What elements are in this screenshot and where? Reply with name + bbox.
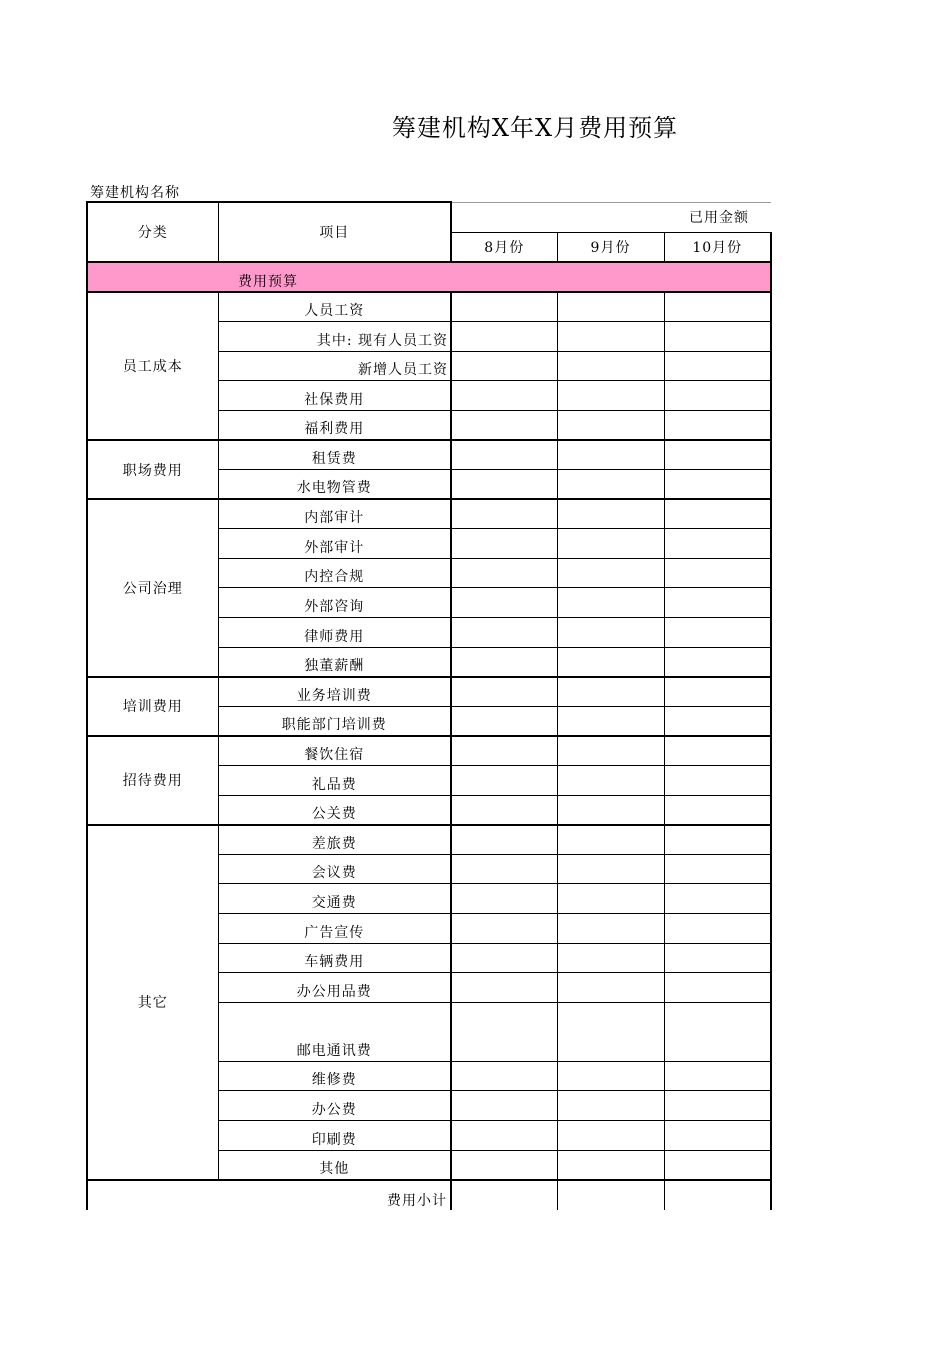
item-label: 邮电通讯费: [218, 1002, 451, 1061]
month-value-cell[interactable]: [664, 677, 771, 707]
item-label: 广告宣传: [218, 913, 451, 943]
month-value-cell[interactable]: [664, 825, 771, 855]
month-value-cell[interactable]: [664, 1091, 771, 1121]
month-value-cell[interactable]: [451, 647, 557, 677]
table-row: [87, 736, 771, 766]
category-cell: 职场费用: [87, 440, 218, 499]
month-value-cell[interactable]: [557, 1091, 664, 1121]
month-value-cell[interactable]: [664, 529, 771, 559]
item-label: 其中: 现有人员工资: [218, 322, 451, 352]
month-value-cell[interactable]: [451, 943, 557, 973]
item-label: 独董薪酬: [218, 647, 451, 677]
month-value-cell[interactable]: [557, 943, 664, 973]
month-value-cell[interactable]: [664, 795, 771, 825]
month-value-cell[interactable]: [451, 825, 557, 855]
month-value-cell[interactable]: [557, 1120, 664, 1150]
month-value-cell[interactable]: [557, 854, 664, 884]
month-value-cell[interactable]: [664, 351, 771, 381]
header-month-10: 10月份: [664, 232, 771, 262]
subtotal-value-cell[interactable]: [557, 1180, 664, 1210]
month-value-cell[interactable]: [664, 1150, 771, 1180]
month-value-cell[interactable]: [664, 943, 771, 973]
item-label: 车辆费用: [218, 943, 451, 973]
month-value-cell[interactable]: [664, 588, 771, 618]
month-value-cell[interactable]: [451, 470, 557, 500]
month-value-cell[interactable]: [451, 410, 557, 440]
month-value-cell[interactable]: [557, 381, 664, 411]
header-used-amount: 已用金额: [451, 202, 771, 232]
month-value-cell[interactable]: [557, 1150, 664, 1180]
item-label: 职能部门培训费: [218, 706, 451, 736]
month-value-cell[interactable]: [664, 1061, 771, 1091]
item-label: 新增人员工资: [218, 351, 451, 381]
month-value-cell[interactable]: [664, 618, 771, 648]
item-label: 业务培训费: [218, 677, 451, 707]
month-value-cell[interactable]: [664, 647, 771, 677]
month-value-cell[interactable]: [451, 973, 557, 1003]
month-value-cell[interactable]: [664, 884, 771, 914]
month-value-cell[interactable]: [664, 322, 771, 352]
header-month-9: 9月份: [557, 232, 664, 262]
month-value-cell[interactable]: [451, 766, 557, 796]
month-value-cell[interactable]: [451, 1002, 557, 1061]
month-value-cell[interactable]: [557, 292, 664, 322]
subtotal-label: 费用小计: [87, 1180, 451, 1210]
month-value-cell[interactable]: [451, 854, 557, 884]
month-value-cell[interactable]: [557, 706, 664, 736]
month-value-cell[interactable]: [557, 588, 664, 618]
month-value-cell[interactable]: [557, 736, 664, 766]
month-value-cell[interactable]: [664, 499, 771, 529]
month-value-cell[interactable]: [451, 1150, 557, 1180]
table-row: [87, 440, 771, 470]
table-row: [87, 677, 771, 707]
item-label: 会议费: [218, 854, 451, 884]
month-value-cell[interactable]: [664, 1002, 771, 1061]
subtotal-row: [87, 1180, 771, 1210]
month-value-cell[interactable]: [664, 973, 771, 1003]
month-value-cell[interactable]: [664, 558, 771, 588]
item-label: 维修费: [218, 1061, 451, 1091]
item-label: 内控合规: [218, 558, 451, 588]
month-value-cell[interactable]: [557, 499, 664, 529]
month-value-cell[interactable]: [557, 677, 664, 707]
month-value-cell[interactable]: [664, 913, 771, 943]
month-value-cell[interactable]: [557, 351, 664, 381]
month-value-cell[interactable]: [451, 736, 557, 766]
month-value-cell[interactable]: [451, 440, 557, 470]
category-cell: 其它: [87, 825, 218, 1180]
table-row: [87, 292, 771, 322]
month-value-cell[interactable]: [557, 1002, 664, 1061]
subtotal-value-cell[interactable]: [451, 1180, 557, 1210]
budget-table: [86, 201, 772, 1210]
item-label: 礼品费: [218, 766, 451, 796]
page-title: 筹建机构X年X月费用预算: [391, 114, 679, 142]
month-value-cell[interactable]: [664, 736, 771, 766]
month-value-cell[interactable]: [557, 913, 664, 943]
item-label: 社保费用: [218, 381, 451, 411]
budget-section-label: 费用预算: [238, 274, 298, 290]
item-label: 印刷费: [218, 1120, 451, 1150]
category-cell: 员工成本: [87, 292, 218, 440]
month-value-cell[interactable]: [557, 470, 664, 500]
month-value-cell[interactable]: [557, 618, 664, 648]
month-value-cell[interactable]: [557, 884, 664, 914]
month-value-cell[interactable]: [664, 292, 771, 322]
month-value-cell[interactable]: [664, 706, 771, 736]
month-value-cell[interactable]: [557, 558, 664, 588]
month-value-cell[interactable]: [451, 558, 557, 588]
item-label: 餐饮住宿: [218, 736, 451, 766]
table-row: [87, 499, 771, 529]
month-value-cell[interactable]: [451, 292, 557, 322]
month-value-cell[interactable]: [557, 529, 664, 559]
month-value-cell[interactable]: [451, 351, 557, 381]
month-value-cell[interactable]: [664, 1120, 771, 1150]
month-value-cell[interactable]: [557, 1061, 664, 1091]
month-value-cell[interactable]: [557, 973, 664, 1003]
month-value-cell[interactable]: [451, 706, 557, 736]
month-value-cell[interactable]: [557, 322, 664, 352]
month-value-cell[interactable]: [451, 795, 557, 825]
month-value-cell[interactable]: [557, 440, 664, 470]
month-value-cell[interactable]: [451, 322, 557, 352]
month-value-cell[interactable]: [557, 825, 664, 855]
item-label: 交通费: [218, 884, 451, 914]
item-label: 律师费用: [218, 618, 451, 648]
month-value-cell[interactable]: [664, 410, 771, 440]
item-label: 内部审计: [218, 499, 451, 529]
month-value-cell[interactable]: [451, 1061, 557, 1091]
month-value-cell[interactable]: [451, 618, 557, 648]
item-label: 办公费: [218, 1091, 451, 1121]
month-value-cell[interactable]: [664, 440, 771, 470]
month-value-cell[interactable]: [451, 381, 557, 411]
header-item: 项目: [218, 202, 451, 262]
month-value-cell[interactable]: [664, 381, 771, 411]
item-label: 差旅费: [218, 825, 451, 855]
month-value-cell[interactable]: [451, 499, 557, 529]
subtotal-value-cell[interactable]: [664, 1180, 771, 1210]
item-label: 外部审计: [218, 529, 451, 559]
header-month-8: 8月份: [451, 232, 557, 262]
category-cell: 招待费用: [87, 736, 218, 825]
budget-section-row: [87, 262, 771, 292]
item-label: 福利费用: [218, 410, 451, 440]
item-label: 办公用品费: [218, 973, 451, 1003]
month-value-cell[interactable]: [451, 588, 557, 618]
month-value-cell[interactable]: [557, 647, 664, 677]
item-label: 水电物管费: [218, 470, 451, 500]
month-value-cell[interactable]: [451, 529, 557, 559]
category-cell: 培训费用: [87, 677, 218, 736]
month-value-cell[interactable]: [557, 766, 664, 796]
item-label: 租赁费: [218, 440, 451, 470]
month-value-cell[interactable]: [451, 1091, 557, 1121]
item-label: 其他: [218, 1150, 451, 1180]
header-category: 分类: [87, 202, 218, 262]
month-value-cell[interactable]: [664, 766, 771, 796]
item-label: 人员工资: [218, 292, 451, 322]
month-value-cell[interactable]: [664, 854, 771, 884]
month-value-cell[interactable]: [557, 410, 664, 440]
month-value-cell[interactable]: [451, 913, 557, 943]
month-value-cell[interactable]: [664, 470, 771, 500]
month-value-cell[interactable]: [451, 1120, 557, 1150]
month-value-cell[interactable]: [557, 795, 664, 825]
category-cell: 公司治理: [87, 499, 218, 677]
month-value-cell[interactable]: [451, 884, 557, 914]
item-label: 外部咨询: [218, 588, 451, 618]
month-value-cell[interactable]: [451, 677, 557, 707]
org-name-label: 筹建机构名称: [90, 185, 180, 201]
table-row: [87, 825, 771, 855]
item-label: 公关费: [218, 795, 451, 825]
